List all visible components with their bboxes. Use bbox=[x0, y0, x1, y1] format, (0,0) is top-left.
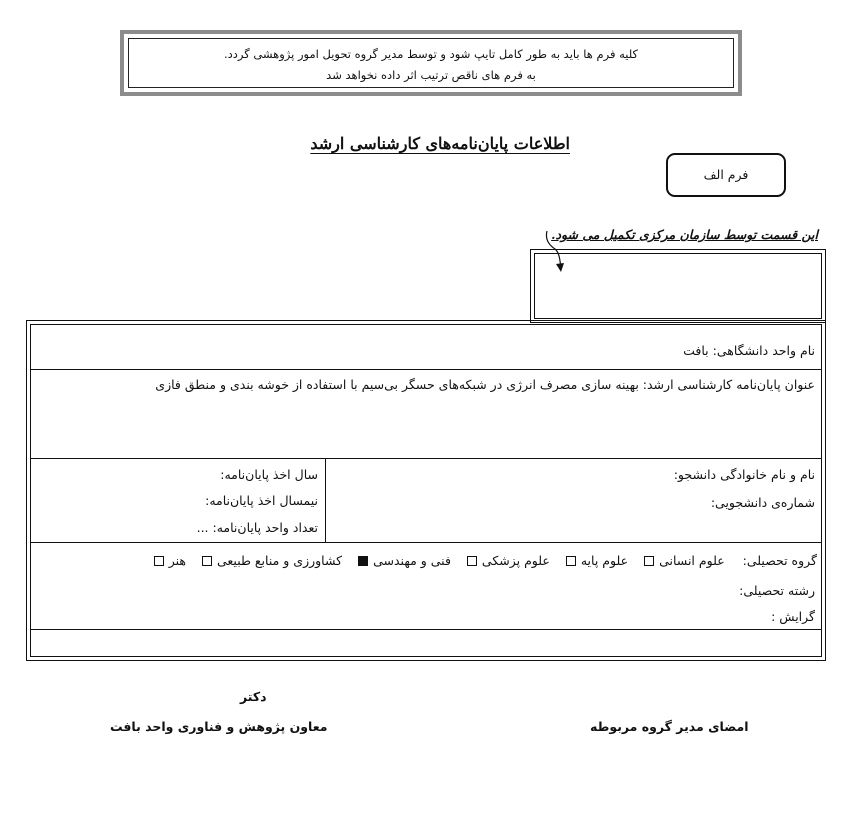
thesis-info-table-inner bbox=[30, 324, 822, 657]
option-label: فنی و مهندسی bbox=[373, 553, 451, 568]
option-label: علوم پزشکی bbox=[481, 553, 550, 568]
row-divider bbox=[31, 629, 821, 630]
central-office-box-inner bbox=[534, 253, 822, 319]
thesis-info-table bbox=[26, 320, 826, 661]
checkbox-icon[interactable] bbox=[566, 556, 576, 566]
option-basic-sciences[interactable] bbox=[566, 553, 628, 568]
notice-inner bbox=[128, 38, 734, 88]
option-label: هنر bbox=[168, 553, 186, 568]
education-group-label: گروه تحصیلی: bbox=[742, 553, 817, 568]
notice-line-1: کلیه فرم ها باید به طور کامل تایپ شود و توسط مدیر گروه تحویل امور پژوهشی گردد. bbox=[223, 47, 639, 61]
checkbox-icon[interactable] bbox=[154, 556, 164, 566]
page-title: اطلاعات پایان‌نامه‌های کارشناسی ارشد bbox=[310, 134, 570, 153]
research-deputy-signature: معاون پژوهش و فناوری واحد بافت bbox=[110, 719, 328, 734]
row-divider bbox=[31, 542, 821, 543]
form-label-badge: فرم الف bbox=[666, 153, 786, 197]
field-of-study-field: رشته تحصیلی: bbox=[739, 583, 815, 598]
option-label: کشاورزی و منابع طبیعی bbox=[216, 553, 343, 568]
thesis-semester-field: نیمسال اخذ پایان‌نامه: bbox=[205, 493, 318, 508]
option-agriculture[interactable] bbox=[202, 553, 342, 568]
row-divider bbox=[31, 369, 821, 370]
option-medical-sciences[interactable] bbox=[467, 553, 550, 568]
thesis-title-field: عنوان پایان‌نامه کارشناسی ارشد: بهینه سازی مصرف انرژی در شبکه‌های حسگر بی‌سیم با استفاده از خوشه بندی و منطق فازی bbox=[155, 377, 815, 392]
specialization-field: گرایش : bbox=[771, 609, 815, 624]
education-group-row bbox=[142, 553, 817, 568]
thesis-units-field: تعداد واحد پایان‌نامه: ... bbox=[196, 520, 318, 535]
column-divider bbox=[325, 458, 326, 542]
thesis-year-field: سال اخذ پایان‌نامه: bbox=[220, 467, 318, 482]
notice-line-2: به فرم های ناقص ترتیب اثر داده نخواهد شد bbox=[326, 68, 536, 82]
notice-box bbox=[120, 30, 742, 96]
option-label: علوم پایه bbox=[580, 553, 629, 568]
university-unit-field: نام واحد دانشگاهی: بافت bbox=[683, 343, 815, 358]
signature-title: دکتر bbox=[240, 689, 267, 704]
option-art[interactable] bbox=[154, 553, 186, 568]
checkbox-checked-icon[interactable] bbox=[358, 556, 368, 566]
central-office-box bbox=[530, 249, 826, 323]
group-manager-signature: امضای مدیر گروه مربوطه bbox=[590, 719, 749, 734]
student-number-field: شماره‌ی دانشجویی: bbox=[710, 495, 815, 510]
option-engineering[interactable] bbox=[358, 553, 451, 568]
checkbox-icon[interactable] bbox=[467, 556, 477, 566]
row-divider bbox=[31, 458, 821, 459]
option-label: علوم انسانی bbox=[659, 553, 725, 568]
student-name-field: نام و نام خانوادگی دانشجو: bbox=[673, 467, 815, 482]
central-office-note: این قسمت توسط سازمان مرکزی تکمیل می شود. bbox=[551, 227, 818, 242]
option-humanities[interactable] bbox=[644, 553, 725, 568]
checkbox-icon[interactable] bbox=[644, 556, 654, 566]
checkbox-icon[interactable] bbox=[202, 556, 212, 566]
